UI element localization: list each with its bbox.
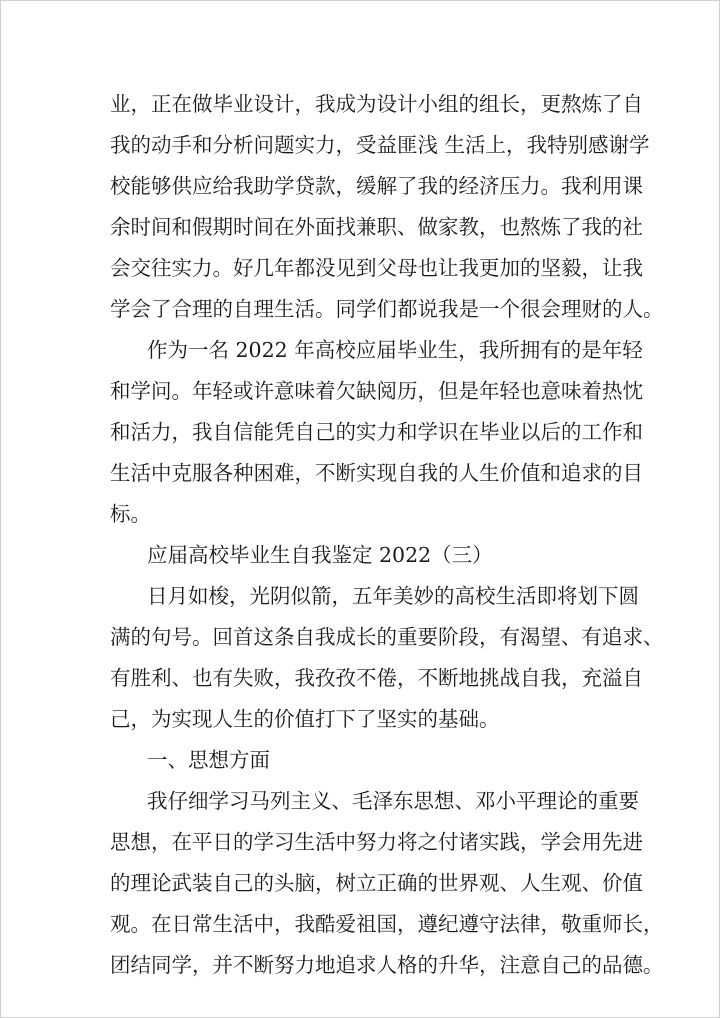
- paragraph-start-line: 日月如梭，光阴似箭，五年美妙的高校生活即将划下圆: [147, 584, 639, 608]
- section-title: 应届高校毕业生自我鉴定 2022（三）: [147, 543, 493, 567]
- text-line-10: 生活中克服各种困难，不断实现自我的人生价值和追求的目: [110, 461, 643, 485]
- paragraph-start-line: 我仔细学习马列主义、毛泽东思想、邓小平理论的重要: [147, 789, 639, 813]
- text-line-1: 业，正在做毕业设计，我成为设计小组的组长，更熬炼了自: [110, 92, 643, 116]
- text-line-9: 和活力，我自信能凭自己的实力和学识在毕业以后的工作和: [110, 420, 643, 444]
- text-line-20: 的理论武装自己的头脑，树立正确的世界观、人生观、价值: [110, 871, 643, 895]
- text-line-5: 会交往实力。好几年都没见到父母也让我更加的坚毅，让我: [110, 256, 643, 280]
- text-line-3: 校能够供应给我助学贷款，缓解了我的经济压力。我利用课: [110, 174, 643, 198]
- text-line-8: 和学问。年轻或许意味着欠缺阅历，但是年轻也意味着热忱: [110, 379, 643, 403]
- text-line-15: 有胜利、也有失败，我孜孜不倦，不断地挑战自我，充溢自: [110, 666, 643, 690]
- text-line-22: 团结同学，并不断努力地追求人格的升华，注意自己的品德。: [110, 953, 664, 977]
- paragraph-start-line: 作为一名 2022 年高校应届毕业生，我所拥有的是年轻: [147, 338, 643, 362]
- text-line-6: 学会了合理的自理生活。同学们都说我是一个很会理财的人。: [110, 297, 664, 321]
- text-line-2: 我的动手和分析问题实力，受益匪浅 生活上，我特别感谢学: [110, 133, 650, 157]
- text-line-19: 思想，在平日的学习生活中努力将之付诸实践，学会用先进: [110, 830, 643, 854]
- section-heading: 一、思想方面: [147, 748, 270, 772]
- text-line-11: 标。: [110, 502, 151, 526]
- text-line-21: 观。在日常生活中，我酷爱祖国，遵纪遵守法律，敬重师长，: [110, 912, 664, 936]
- text-line-14: 满的句号。回首这条自我成长的重要阶段，有渴望、有追求、: [110, 625, 664, 649]
- text-line-4: 余时间和假期时间在外面找兼职、做家教，也熬炼了我的社: [110, 215, 643, 239]
- text-line-16: 己，为实现人生的价值打下了坚实的基础。: [110, 707, 500, 731]
